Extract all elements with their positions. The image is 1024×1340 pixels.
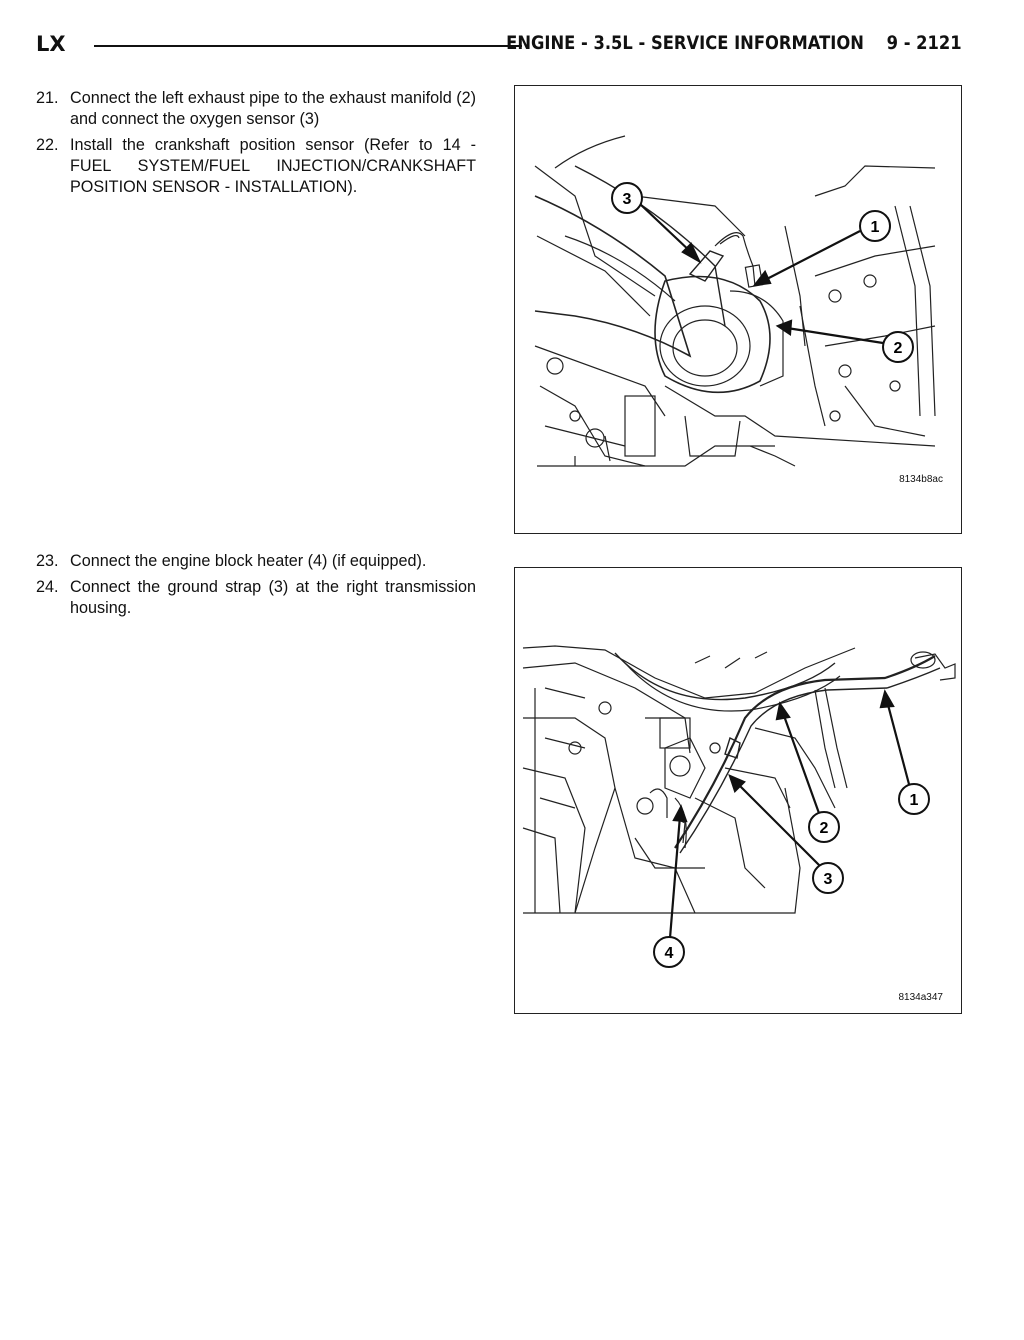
steps-group-bottom	[36, 551, 476, 624]
header-section-title: ENGINE - 3.5L - SERVICE INFORMATION 9 - 2121	[506, 32, 962, 54]
step-number: 24.	[36, 578, 59, 596]
callout-1	[899, 784, 929, 814]
step-21	[36, 88, 476, 130]
callout-label: 2	[819, 820, 829, 837]
figure-exhaust-oxygen-sensor	[514, 85, 962, 534]
step-text: Connect the left exhaust pipe to the exhaust manifold (2) and connect the oxygen sensor (3)	[70, 89, 476, 128]
steps-group-top	[36, 88, 476, 203]
callout-label: 4	[664, 945, 674, 962]
header-rule	[94, 45, 522, 47]
step-text: Connect the ground strap (3) at the right transmission housing.	[70, 578, 476, 617]
callout-4	[654, 937, 684, 967]
step-text: Install the crankshaft position sensor (Refer to 14 - FUEL SYSTEM/FUEL INJECTION/CRANKSHAFT POSITION SENSOR - INSTALLATION).	[70, 136, 476, 196]
figure-code: 8134b8ac	[899, 474, 943, 485]
callout-label: 2	[893, 340, 903, 357]
callout-label: 1	[909, 792, 919, 809]
step-24	[36, 577, 476, 619]
step-22	[36, 135, 476, 198]
callout-label: 3	[823, 871, 833, 888]
callout-1	[860, 211, 890, 241]
exhaust-illustration	[515, 86, 963, 535]
callout-label: 1	[870, 219, 880, 236]
step-number: 21.	[36, 89, 59, 107]
step-number: 22.	[36, 136, 59, 154]
figure-block-heater-ground-strap	[514, 567, 962, 1014]
figure-code: 8134a347	[898, 992, 943, 1003]
step-number: 23.	[36, 552, 59, 570]
step-text: Connect the engine block heater (4) (if equipped).	[70, 552, 427, 570]
callout-label: 3	[622, 191, 632, 208]
header-model-code: LX	[36, 32, 66, 56]
callout-3	[612, 183, 642, 213]
callout-2	[883, 332, 913, 362]
callout-2	[809, 812, 839, 842]
engine-harness-illustration	[515, 568, 963, 1015]
step-23	[36, 551, 476, 572]
callout-3	[813, 863, 843, 893]
page-header	[36, 30, 964, 62]
